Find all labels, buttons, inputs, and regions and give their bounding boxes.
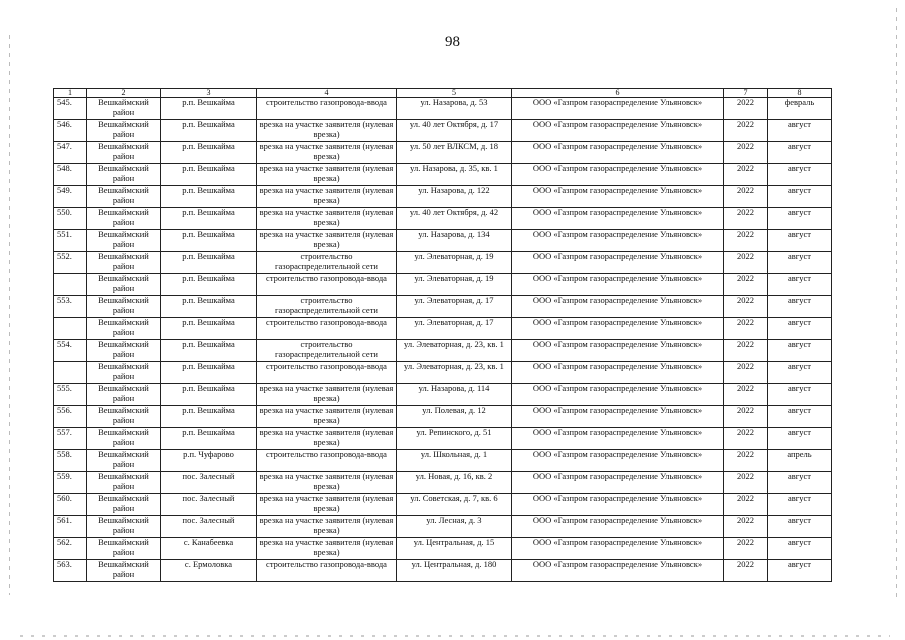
district-cell: Вешкаймский район	[87, 296, 161, 318]
address-cell: ул. Новая, д. 16, кв. 2	[397, 472, 512, 494]
table-body	[54, 89, 832, 582]
column-header: 4	[257, 89, 397, 98]
organization-cell: ООО «Газпром газораспределение Ульяновск»	[512, 494, 724, 516]
settlement-cell: пос. Залесный	[161, 494, 257, 516]
row-number-cell: 553.	[54, 296, 87, 318]
table-row	[54, 98, 832, 120]
organization-cell: ООО «Газпром газораспределение Ульяновск»	[512, 296, 724, 318]
organization-cell: ООО «Газпром газораспределение Ульяновск»	[512, 560, 724, 582]
year-cell: 2022	[724, 472, 768, 494]
year-cell: 2022	[724, 186, 768, 208]
organization-cell: ООО «Газпром газораспределение Ульяновск»	[512, 120, 724, 142]
table-row	[54, 384, 832, 406]
settlement-cell: с. Ермоловка	[161, 560, 257, 582]
organization-cell: ООО «Газпром газораспределение Ульяновск»	[512, 318, 724, 340]
settlement-cell: с. Канабеевка	[161, 538, 257, 560]
address-cell: ул. Советская, д. 7, кв. 6	[397, 494, 512, 516]
month-cell: апрель	[768, 450, 832, 472]
settlement-cell: пос. Залесный	[161, 516, 257, 538]
district-cell: Вешкаймский район	[87, 428, 161, 450]
month-cell: февраль	[768, 98, 832, 120]
row-number-cell	[54, 362, 87, 384]
organization-cell: ООО «Газпром газораспределение Ульяновск»	[512, 98, 724, 120]
settlement-cell: р.п. Вешкайма	[161, 186, 257, 208]
district-cell: Вешкаймский район	[87, 450, 161, 472]
table-row	[54, 516, 832, 538]
row-number-cell: 560.	[54, 494, 87, 516]
year-cell: 2022	[724, 296, 768, 318]
month-cell: август	[768, 230, 832, 252]
district-cell: Вешкаймский район	[87, 142, 161, 164]
year-cell: 2022	[724, 208, 768, 230]
table-row	[54, 296, 832, 318]
table-row	[54, 318, 832, 340]
row-number-cell: 551.	[54, 230, 87, 252]
row-number-cell	[54, 274, 87, 296]
table-row	[54, 494, 832, 516]
year-cell: 2022	[724, 318, 768, 340]
table-row	[54, 164, 832, 186]
address-cell: ул. Элеваторная, д. 23, кв. 1	[397, 340, 512, 362]
table-row	[54, 120, 832, 142]
month-cell: август	[768, 274, 832, 296]
address-cell: ул. Центральная, д. 15	[397, 538, 512, 560]
column-number-row	[54, 89, 832, 98]
table-row	[54, 538, 832, 560]
organization-cell: ООО «Газпром газораспределение Ульяновск»	[512, 230, 724, 252]
settlement-cell: р.п. Чуфарово	[161, 450, 257, 472]
page-number: 98	[445, 34, 460, 50]
scan-edge-bottom	[20, 635, 890, 637]
table-row	[54, 560, 832, 582]
address-cell: ул. 40 лет Октября, д. 17	[397, 120, 512, 142]
year-cell: 2022	[724, 450, 768, 472]
work-type-cell: строительство газораспределительной сети	[257, 340, 397, 362]
settlement-cell: р.п. Вешкайма	[161, 318, 257, 340]
month-cell: август	[768, 494, 832, 516]
district-cell: Вешкаймский район	[87, 318, 161, 340]
work-type-cell: врезка на участке заявителя (нулевая врезка)	[257, 428, 397, 450]
year-cell: 2022	[724, 516, 768, 538]
district-cell: Вешкаймский район	[87, 274, 161, 296]
column-header: 6	[512, 89, 724, 98]
settlement-cell: р.п. Вешкайма	[161, 428, 257, 450]
settlement-cell: р.п. Вешкайма	[161, 120, 257, 142]
month-cell: август	[768, 538, 832, 560]
year-cell: 2022	[724, 362, 768, 384]
district-cell: Вешкаймский район	[87, 164, 161, 186]
year-cell: 2022	[724, 560, 768, 582]
organization-cell: ООО «Газпром газораспределение Ульяновск»	[512, 472, 724, 494]
month-cell: август	[768, 120, 832, 142]
address-cell: ул. Элеваторная, д. 17	[397, 318, 512, 340]
table-row	[54, 472, 832, 494]
organization-cell: ООО «Газпром газораспределение Ульяновск»	[512, 340, 724, 362]
table-row	[54, 252, 832, 274]
organization-cell: ООО «Газпром газораспределение Ульяновск»	[512, 274, 724, 296]
district-cell: Вешкаймский район	[87, 406, 161, 428]
month-cell: август	[768, 340, 832, 362]
column-header: 1	[54, 89, 87, 98]
organization-cell: ООО «Газпром газораспределение Ульяновск»	[512, 186, 724, 208]
month-cell: август	[768, 560, 832, 582]
address-cell: ул. Элеваторная, д. 23, кв. 1	[397, 362, 512, 384]
organization-cell: ООО «Газпром газораспределение Ульяновск»	[512, 252, 724, 274]
district-cell: Вешкаймский район	[87, 538, 161, 560]
row-number-cell	[54, 318, 87, 340]
column-header: 3	[161, 89, 257, 98]
work-type-cell: врезка на участке заявителя (нулевая врезка)	[257, 494, 397, 516]
work-type-cell: врезка на участке заявителя (нулевая врезка)	[257, 384, 397, 406]
scan-edge-right	[896, 8, 897, 598]
settlement-cell: р.п. Вешкайма	[161, 362, 257, 384]
row-number-cell: 552.	[54, 252, 87, 274]
address-cell: ул. Назарова, д. 122	[397, 186, 512, 208]
district-cell: Вешкаймский район	[87, 384, 161, 406]
district-cell: Вешкаймский район	[87, 340, 161, 362]
work-type-cell: врезка на участке заявителя (нулевая врезка)	[257, 208, 397, 230]
column-header: 2	[87, 89, 161, 98]
month-cell: август	[768, 428, 832, 450]
year-cell: 2022	[724, 406, 768, 428]
address-cell: ул. Элеваторная, д. 17	[397, 296, 512, 318]
scan-edge-left	[9, 35, 10, 595]
work-type-cell: строительство газопровода-ввода	[257, 362, 397, 384]
district-cell: Вешкаймский район	[87, 208, 161, 230]
row-number-cell: 558.	[54, 450, 87, 472]
work-type-cell: врезка на участке заявителя (нулевая врезка)	[257, 406, 397, 428]
organization-cell: ООО «Газпром газораспределение Ульяновск»	[512, 362, 724, 384]
work-type-cell: строительство газораспределительной сети	[257, 252, 397, 274]
row-number-cell: 549.	[54, 186, 87, 208]
column-header: 8	[768, 89, 832, 98]
row-number-cell: 545.	[54, 98, 87, 120]
district-cell: Вешкаймский район	[87, 252, 161, 274]
year-cell: 2022	[724, 384, 768, 406]
work-type-cell: врезка на участке заявителя (нулевая врезка)	[257, 142, 397, 164]
month-cell: август	[768, 142, 832, 164]
row-number-cell: 548.	[54, 164, 87, 186]
month-cell: август	[768, 472, 832, 494]
address-cell: ул. 40 лет Октября, д. 42	[397, 208, 512, 230]
table-row	[54, 186, 832, 208]
gas-works-table	[53, 88, 832, 582]
year-cell: 2022	[724, 164, 768, 186]
table-row	[54, 428, 832, 450]
work-type-cell: врезка на участке заявителя (нулевая врезка)	[257, 120, 397, 142]
month-cell: август	[768, 186, 832, 208]
organization-cell: ООО «Газпром газораспределение Ульяновск»	[512, 142, 724, 164]
settlement-cell: пос. Залесный	[161, 472, 257, 494]
settlement-cell: р.п. Вешкайма	[161, 384, 257, 406]
year-cell: 2022	[724, 230, 768, 252]
work-type-cell: строительство газопровода-ввода	[257, 318, 397, 340]
table-row	[54, 142, 832, 164]
work-type-cell: врезка на участке заявителя (нулевая врезка)	[257, 186, 397, 208]
month-cell: август	[768, 208, 832, 230]
year-cell: 2022	[724, 494, 768, 516]
table-row	[54, 274, 832, 296]
settlement-cell: р.п. Вешкайма	[161, 252, 257, 274]
address-cell: ул. Элеваторная, д. 19	[397, 252, 512, 274]
address-cell: ул. Назарова, д. 35, кв. 1	[397, 164, 512, 186]
address-cell: ул. Назарова, д. 114	[397, 384, 512, 406]
organization-cell: ООО «Газпром газораспределение Ульяновск»	[512, 208, 724, 230]
address-cell: ул. Репинского, д. 51	[397, 428, 512, 450]
year-cell: 2022	[724, 98, 768, 120]
year-cell: 2022	[724, 120, 768, 142]
year-cell: 2022	[724, 252, 768, 274]
address-cell: ул. Элеваторная, д. 19	[397, 274, 512, 296]
work-type-cell: строительство газопровода-ввода	[257, 450, 397, 472]
month-cell: август	[768, 362, 832, 384]
district-cell: Вешкаймский район	[87, 560, 161, 582]
settlement-cell: р.п. Вешкайма	[161, 406, 257, 428]
address-cell: ул. Лесная, д. 3	[397, 516, 512, 538]
district-cell: Вешкаймский район	[87, 186, 161, 208]
district-cell: Вешкаймский район	[87, 98, 161, 120]
address-cell: ул. Назарова, д. 53	[397, 98, 512, 120]
work-type-cell: строительство газопровода-ввода	[257, 98, 397, 120]
month-cell: август	[768, 516, 832, 538]
table-row	[54, 230, 832, 252]
settlement-cell: р.п. Вешкайма	[161, 98, 257, 120]
table-row	[54, 362, 832, 384]
organization-cell: ООО «Газпром газораспределение Ульяновск»	[512, 428, 724, 450]
organization-cell: ООО «Газпром газораспределение Ульяновск»	[512, 164, 724, 186]
row-number-cell: 559.	[54, 472, 87, 494]
organization-cell: ООО «Газпром газораспределение Ульяновск»	[512, 516, 724, 538]
work-type-cell: врезка на участке заявителя (нулевая врезка)	[257, 472, 397, 494]
row-number-cell: 562.	[54, 538, 87, 560]
year-cell: 2022	[724, 538, 768, 560]
district-cell: Вешкаймский район	[87, 472, 161, 494]
table-row	[54, 340, 832, 362]
month-cell: август	[768, 318, 832, 340]
row-number-cell: 561.	[54, 516, 87, 538]
work-type-cell: строительство газопровода-ввода	[257, 274, 397, 296]
month-cell: август	[768, 406, 832, 428]
settlement-cell: р.п. Вешкайма	[161, 230, 257, 252]
column-header: 7	[724, 89, 768, 98]
work-type-cell: врезка на участке заявителя (нулевая врезка)	[257, 230, 397, 252]
row-number-cell: 554.	[54, 340, 87, 362]
year-cell: 2022	[724, 274, 768, 296]
row-number-cell: 555.	[54, 384, 87, 406]
settlement-cell: р.п. Вешкайма	[161, 142, 257, 164]
settlement-cell: р.п. Вешкайма	[161, 340, 257, 362]
month-cell: август	[768, 384, 832, 406]
organization-cell: ООО «Газпром газораспределение Ульяновск»	[512, 384, 724, 406]
address-cell: ул. Полевая, д. 12	[397, 406, 512, 428]
row-number-cell: 550.	[54, 208, 87, 230]
month-cell: август	[768, 164, 832, 186]
district-cell: Вешкаймский район	[87, 230, 161, 252]
table-row	[54, 406, 832, 428]
settlement-cell: р.п. Вешкайма	[161, 164, 257, 186]
organization-cell: ООО «Газпром газораспределение Ульяновск»	[512, 406, 724, 428]
district-cell: Вешкаймский район	[87, 120, 161, 142]
district-cell: Вешкаймский район	[87, 494, 161, 516]
row-number-cell: 556.	[54, 406, 87, 428]
row-number-cell: 547.	[54, 142, 87, 164]
table-row	[54, 450, 832, 472]
organization-cell: ООО «Газпром газораспределение Ульяновск»	[512, 538, 724, 560]
row-number-cell: 563.	[54, 560, 87, 582]
work-type-cell: строительство газопровода-ввода	[257, 560, 397, 582]
district-cell: Вешкаймский район	[87, 362, 161, 384]
year-cell: 2022	[724, 142, 768, 164]
address-cell: ул. Центральная, д. 180	[397, 560, 512, 582]
table-row	[54, 208, 832, 230]
settlement-cell: р.п. Вешкайма	[161, 208, 257, 230]
address-cell: ул. 50 лет ВЛКСМ, д. 18	[397, 142, 512, 164]
organization-cell: ООО «Газпром газораспределение Ульяновск»	[512, 450, 724, 472]
year-cell: 2022	[724, 428, 768, 450]
settlement-cell: р.п. Вешкайма	[161, 296, 257, 318]
work-type-cell: врезка на участке заявителя (нулевая врезка)	[257, 164, 397, 186]
work-type-cell: врезка на участке заявителя (нулевая врезка)	[257, 538, 397, 560]
address-cell: ул. Назарова, д. 134	[397, 230, 512, 252]
row-number-cell: 546.	[54, 120, 87, 142]
address-cell: ул. Школьная, д. 1	[397, 450, 512, 472]
district-cell: Вешкаймский район	[87, 516, 161, 538]
work-type-cell: врезка на участке заявителя (нулевая врезка)	[257, 516, 397, 538]
work-type-cell: строительство газораспределительной сети	[257, 296, 397, 318]
row-number-cell: 557.	[54, 428, 87, 450]
month-cell: август	[768, 296, 832, 318]
year-cell: 2022	[724, 340, 768, 362]
month-cell: август	[768, 252, 832, 274]
settlement-cell: р.п. Вешкайма	[161, 274, 257, 296]
column-header: 5	[397, 89, 512, 98]
